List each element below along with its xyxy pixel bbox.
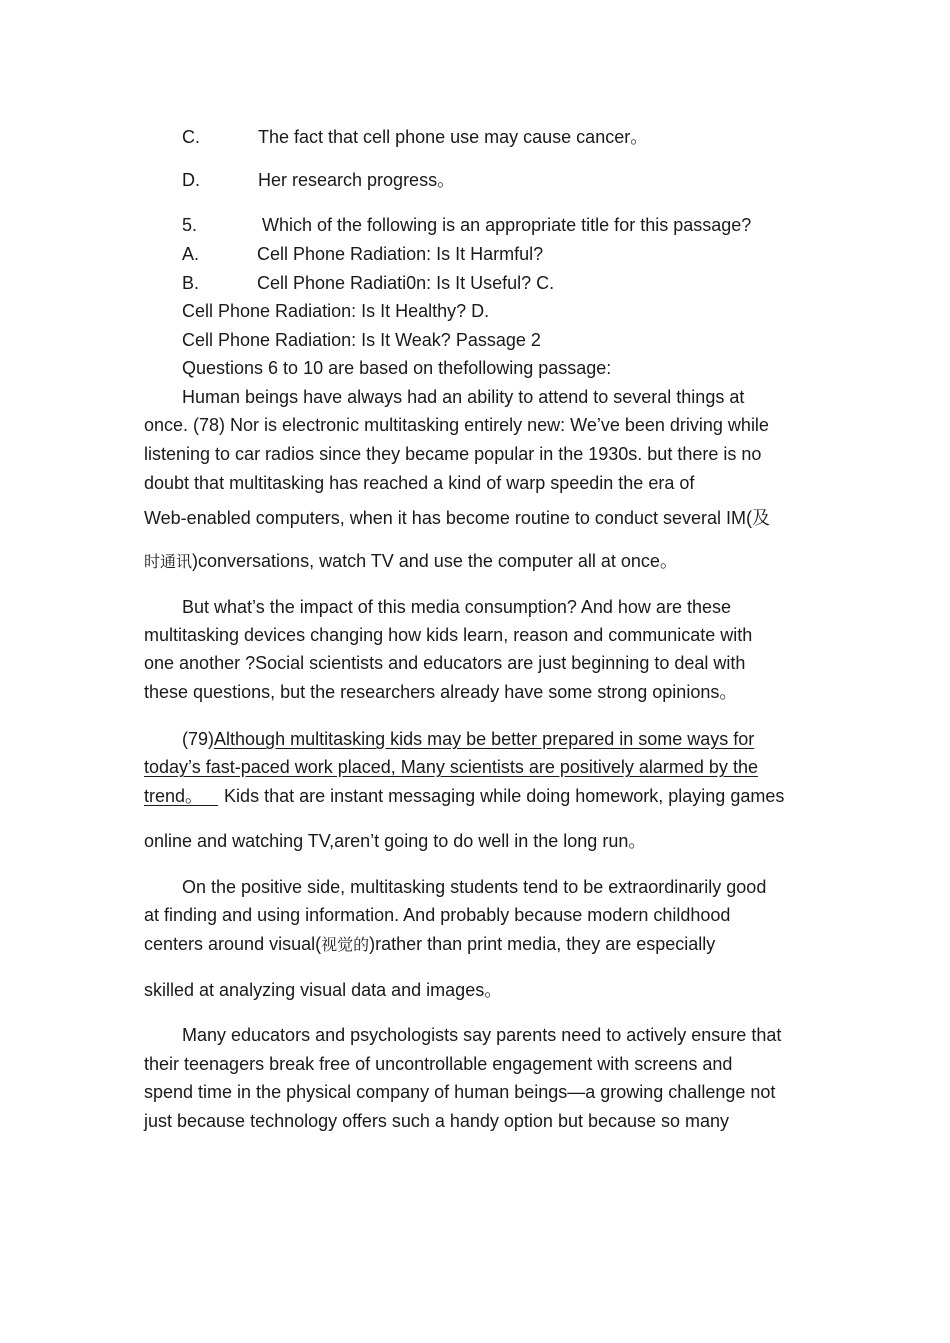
passage-intro: Questions 6 to 10 are based on thefollowing passage: xyxy=(182,358,612,378)
passage-line xyxy=(144,550,678,573)
passage-line-rest: )conversations, watch TV and use the computer all at once。 xyxy=(192,551,678,571)
underline-gap xyxy=(203,786,218,806)
underlined-sentence: trend。 xyxy=(144,786,204,806)
passage-line: one another ?Social scientists and educators are just beginning to deal with xyxy=(144,653,746,673)
option-a-letter: A. xyxy=(182,244,200,264)
passage-line: spend time in the physical company of human beings—a growing challenge not xyxy=(144,1082,776,1102)
option-a-text: Cell Phone Radiation: Is It Harmful? xyxy=(257,244,544,264)
passage-line-rest: Kids that are instant messaging while doing homework, playing games xyxy=(224,786,785,806)
passage-line: multitasking devices changing how kids learn, reason and communicate with xyxy=(144,625,753,645)
passage-line: just because technology offers such a handy option but because so many xyxy=(144,1111,730,1131)
passage-line: at finding and using information. And probably because modern childhood xyxy=(144,905,731,925)
question-5-text: Which of the following is an appropriate title for this passage? xyxy=(262,215,752,235)
passage-line: Human beings have always had an ability to attend to several things at xyxy=(182,387,745,407)
passage-line: Web-enabled computers, when it has become routine to conduct several IM(及 xyxy=(144,508,770,528)
cjk-gloss: 时通讯 xyxy=(144,552,193,571)
option-c-letter: C. xyxy=(182,127,200,147)
passage-line: On the positive side, multitasking students tend to be extraordinarily good xyxy=(182,877,767,897)
passage-line-rest: )rather than print media, they are especially xyxy=(369,934,716,954)
passage-line xyxy=(144,785,784,807)
passage-line: listening to car radios since they became popular in the 1930s. but there is no xyxy=(144,444,762,464)
question-5-number: 5. xyxy=(182,215,198,235)
passage-line: online and watching TV,aren’t going to do well in the long run。 xyxy=(144,831,647,851)
option-c-d-line: Cell Phone Radiation: Is It Healthy? D. xyxy=(182,301,490,321)
option-d-text: Her research progress。 xyxy=(258,170,456,190)
option-d-letter: D. xyxy=(182,170,200,190)
passage-line: once. (78) Nor is electronic multitasking entirely new: We’ve been driving while xyxy=(144,415,769,435)
option-c-text: The fact that cell phone use may cause cancer。 xyxy=(258,127,649,147)
option-b-letter: B. xyxy=(182,273,200,293)
passage-line: skilled at analyzing visual data and images。 xyxy=(144,980,503,1000)
passage-line: doubt that multitasking has reached a kind of warp speedin the era of xyxy=(144,473,695,493)
option-d-passage-line: Cell Phone Radiation: Is It Weak? Passage 2 xyxy=(182,330,541,350)
sentence-number-79: (79) xyxy=(182,729,215,749)
passage-line: these questions, but the researchers already have some strong opinions。 xyxy=(144,682,738,702)
underlined-sentence: Although multitasking kids may be better prepared in some ways for xyxy=(214,729,755,749)
cjk-gloss: 视觉的 xyxy=(321,935,370,954)
option-b-text: Cell Phone Radiati0n: Is It Useful? C. xyxy=(257,273,555,293)
passage-line-start: centers around visual( xyxy=(144,934,322,954)
underlined-sentence: today’s fast-paced work placed, Many scientists are positively alarmed by the xyxy=(144,757,758,777)
passage-line: Many educators and psychologists say parents need to actively ensure that xyxy=(182,1025,782,1045)
passage-line: But what’s the impact of this media consumption? And how are these xyxy=(182,597,731,617)
passage-line xyxy=(144,933,715,956)
passage-line: their teenagers break free of uncontrollable engagement with screens and xyxy=(144,1054,733,1074)
passage-line xyxy=(182,728,754,750)
